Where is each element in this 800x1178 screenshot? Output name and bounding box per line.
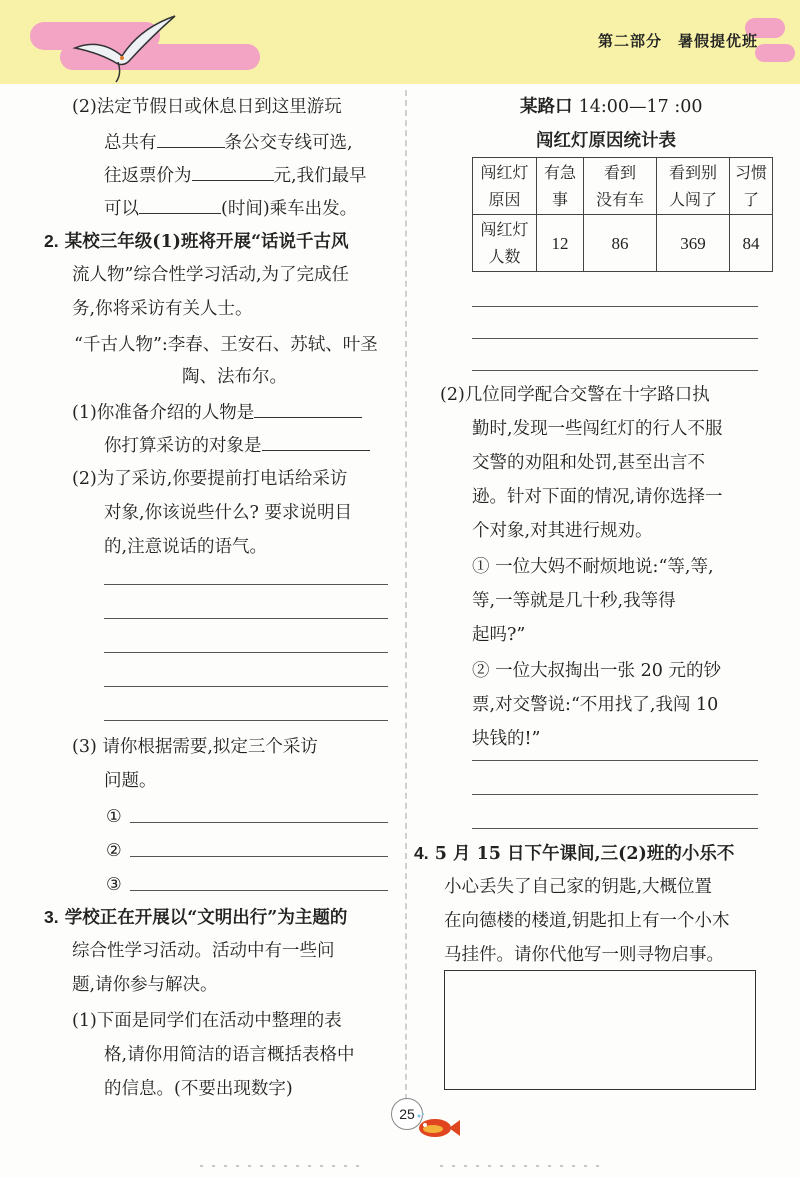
q1-part2-line2: 总共有 条公交专线可选, — [104, 125, 353, 161]
q3-line2: 综合性学习活动。活动中有一些问 — [72, 941, 335, 961]
answer-line[interactable] — [472, 306, 758, 307]
question-number: 4. — [414, 843, 429, 863]
interview-question-line-3[interactable] — [130, 890, 388, 891]
answer-line[interactable] — [472, 370, 758, 371]
red-light-statistics-table — [472, 157, 773, 272]
header-cell: 习惯 了 — [730, 158, 773, 215]
q3-part2-line4: 逊。针对下面的情况,请你选择一 — [472, 487, 723, 507]
q3-part1-line3: 的信息。(不要出现数字) — [104, 1079, 293, 1099]
header-banner — [0, 0, 800, 84]
header-cell: 看到 没有车 — [584, 158, 657, 215]
answer-line[interactable] — [472, 828, 758, 829]
answer-line[interactable] — [104, 652, 388, 653]
q3-line3: 题,请你参与解决。 — [72, 975, 218, 995]
circle-label-2: ② — [106, 841, 122, 861]
q3-part2-line5: 个对象,对其进行规劝。 — [472, 521, 653, 541]
value-cell: 12 — [537, 215, 584, 272]
q2-part1-line2: 你打算采访的对象是 — [104, 428, 370, 464]
case1-line3: 起吗?” — [472, 625, 526, 645]
q2-part1-line1: (1)你准备介绍的人物是 — [72, 395, 362, 431]
bus-lines-blank[interactable] — [157, 125, 225, 148]
column-divider — [405, 90, 407, 1110]
answer-line[interactable] — [472, 794, 758, 795]
q2-part2-line3: 的,注意说话的语气。 — [104, 537, 268, 557]
interview-question-line-1[interactable] — [130, 822, 388, 823]
q4-line1: 4. 5 月 15 日下午课间,三(2)班的小乐不 — [414, 843, 735, 864]
value-cell: 86 — [584, 215, 657, 272]
q2-part3-line2: 问题。 — [104, 771, 157, 791]
q3-part2-line1: (2)几位同学配合交警在十字路口执 — [440, 385, 710, 405]
person-blank[interactable] — [254, 395, 362, 418]
q3-part1-line1: (1)下面是同学们在活动中整理的表 — [72, 1011, 342, 1031]
q2-line3: 务,你将采访有关人士。 — [72, 299, 253, 319]
q2-line1: 2. 某校三年级(1)班将开展“话说千古风 — [44, 231, 349, 252]
table-title-line2: 闯红灯原因统计表 — [536, 131, 676, 151]
q1-part2-line3: 往返票价为 元,我们最早 — [104, 158, 367, 194]
circle-label-1: ① — [106, 807, 122, 827]
case2-line3: 块钱的!” — [472, 729, 541, 749]
case1-line1: ① 一位大妈不耐烦地说:“等,等, — [472, 557, 714, 577]
interviewee-blank[interactable] — [262, 428, 370, 451]
answer-line[interactable] — [472, 338, 758, 339]
answer-line[interactable] — [104, 618, 388, 619]
circle-label-3: ③ — [106, 875, 122, 895]
value-cell: 84 — [730, 215, 773, 272]
q4-line2: 小心丢失了自己家的钥匙,大概位置 — [444, 877, 713, 897]
page-number: 25 — [391, 1098, 423, 1130]
q3-part2-line2: 勤时,发现一些闯红灯的行人不服 — [472, 419, 723, 439]
lost-item-notice-answer-box[interactable] — [444, 970, 756, 1090]
interview-question-line-2[interactable] — [130, 856, 388, 857]
value-cell: 369 — [657, 215, 730, 272]
q4-line3: 在向德楼的楼道,钥匙扣上有一个小木 — [444, 911, 730, 931]
scan-edge-decoration — [0, 1150, 800, 1178]
time-blank[interactable] — [139, 191, 221, 214]
header-cell: 有急 事 — [537, 158, 584, 215]
q3-part2-line3: 交警的劝阻和处罚,甚至出言不 — [472, 453, 706, 473]
answer-line[interactable] — [104, 720, 388, 721]
q2-people-line2: 陶、法布尔。 — [182, 367, 287, 387]
seagull-icon — [70, 8, 180, 86]
table-row — [473, 215, 773, 272]
case2-line1: ② 一位大叔掏出一张 20 元的钞 — [472, 661, 721, 681]
section-label: 第二部分 暑假提优班 — [597, 32, 758, 50]
q3-line1: 3. 学校正在开展以“文明出行”为主题的 — [44, 907, 348, 928]
case2-line2: 票,对交警说:“不用找了,我闯 10 — [472, 695, 719, 715]
q1-part2-line1: (2)法定节假日或休息日到这里游玩 — [72, 97, 342, 117]
answer-line[interactable] — [104, 584, 388, 585]
answer-line[interactable] — [104, 686, 388, 687]
q4-line4: 马挂件。请你代他写一则寻物启事。 — [444, 945, 724, 965]
q1-part2-line4: 可以 (时间)乘车出发。 — [104, 191, 357, 227]
q2-part2-line2: 对象,你该说些什么? 要求说明目 — [104, 503, 353, 523]
question-number: 2. — [44, 231, 59, 251]
header-cell: 看到别 人闯了 — [657, 158, 730, 215]
table-title-line1: 某路口 14:00—17 :00 — [520, 97, 703, 117]
fare-blank[interactable] — [192, 158, 274, 181]
answer-line[interactable] — [472, 760, 758, 761]
q3-part1-line2: 格,请你用简洁的语言概括表格中 — [104, 1045, 355, 1065]
row-header-cell: 闯红灯 原因 — [473, 158, 537, 215]
q2-part2-line1: (2)为了采访,你要提前打电话给采访 — [72, 469, 348, 489]
fish-icon — [413, 1112, 461, 1142]
pink-cloud-decoration — [755, 44, 795, 62]
q2-part3-line1: (3) 请你根据需要,拟定三个采访 — [72, 737, 318, 757]
row-header-cell: 闯红灯 人数 — [473, 215, 537, 272]
q2-people-line1: “千古人物”:李春、王安石、苏轼、叶圣 — [74, 335, 378, 355]
table-row — [473, 158, 773, 215]
question-number: 3. — [44, 907, 59, 927]
q2-line2: 流人物”综合性学习活动,为了完成任 — [72, 265, 350, 285]
case1-line2: 等,一等就是几十秒,我等得 — [472, 591, 676, 611]
